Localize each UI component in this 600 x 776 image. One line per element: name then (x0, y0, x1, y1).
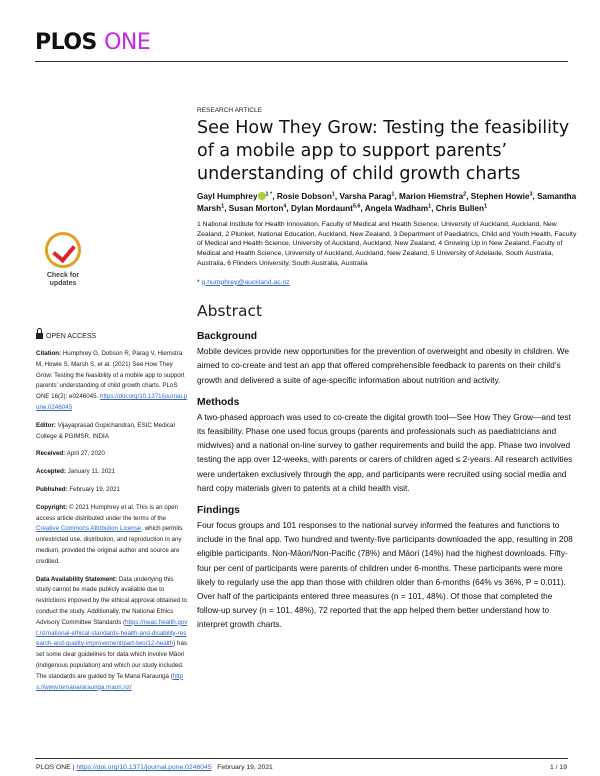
copyright-text-2: , which permits unrestricted use, distribution, and reproduction in any medium, provided the original author and source are credited. (36, 525, 183, 565)
received (36, 449, 188, 460)
author-affiliation-marker: 5,6 (352, 202, 361, 209)
badge-line2: updates (49, 280, 77, 287)
background-text: Mobile devices provide new opportunities for the prevention of overweight and obesity in children. We aimed to co-create and test an app that offered comprehensible feedback to parents on their child’s growth and delivered a suite of age-specific information about nutrition and activity. (197, 346, 570, 385)
email-link[interactable]: g.humphrey@auckland.ac.nz (201, 278, 290, 286)
sidebar (36, 332, 188, 693)
das-text: Data underlying this study cannot be made publicly available due to restrictions imposed by the ethical approval obtained to conduct the study. Additionally, the National Ethics Advisory Committee Standards ( (36, 575, 187, 626)
author-affiliation-marker: 2 (463, 191, 467, 198)
author-name: Varsha Parag (339, 192, 392, 201)
neac-link[interactable]: https://neac.health.govt.nz/national-ethical-standards-health-and-disability-research-and-quality-improvement/part-two/12-health (36, 618, 188, 648)
methods-heading: Methods (197, 396, 240, 408)
footer-date: February 19, 2021 (217, 764, 273, 771)
accepted-date: January 11, 2021 (67, 468, 116, 476)
author (436, 204, 487, 213)
footer-left (36, 763, 273, 772)
author-affiliation-marker: 3 (529, 191, 533, 198)
author-affiliation-marker: 4 (283, 202, 287, 209)
copyright (36, 503, 188, 568)
author-name: Angela Wadham (364, 203, 429, 213)
header-rule (35, 61, 568, 62)
orcid-icon[interactable] (258, 192, 266, 200)
author-name: Gayl Humphrey (197, 192, 258, 201)
logo-plos: PLOS (35, 30, 97, 55)
author (339, 192, 394, 201)
accepted (36, 467, 188, 478)
author-affiliation-marker: 1 (331, 191, 335, 198)
accepted-label: Accepted: (36, 468, 66, 476)
author-affiliation-marker: 1 * (265, 191, 273, 198)
author-list: Gayl Humphrey $^{1 *}$, Rosie Dobson$^1$, Varsha Parag$^1$, Marion Hiemstra$^2$, Stephen Howie$^3$, Samantha Marsh$^1$, Susan Morton$^4$, Dylan Mordaunt$^{5,6}$, Angela Wadham$^1$, Chris Bullen$^1$ (197, 191, 577, 213)
copyright-text: © 2021 Humphrey et al. This is an open access article distributed under the terms of the (36, 503, 179, 522)
published (36, 485, 188, 496)
citation-doi-link[interactable]: https://doi.org/10.1371/journal.pone.0246045 (36, 393, 188, 411)
editor-label: Editor: (36, 421, 56, 429)
author-affiliation-marker: 1 (484, 202, 488, 209)
temana-link[interactable]: https://www.temanararaunga.maori.nz/ (36, 672, 184, 691)
logo-one: ONE (104, 30, 151, 55)
published-date: February 19, 2021 (69, 485, 120, 493)
citation-label: Citation: (36, 350, 62, 357)
copyright-label: Copyright: (36, 503, 68, 511)
footer-separator: | (72, 764, 75, 771)
citation (36, 349, 188, 414)
das-label: Data Availability Statement: (36, 575, 118, 583)
author-name: Stephen Howie (470, 192, 530, 201)
main-column (197, 106, 577, 632)
author-name: Marion Hiemstra (399, 192, 464, 201)
author-name: Samantha Marsh (197, 192, 577, 213)
badge-line1: Check for (46, 272, 80, 279)
author-name: Rosie Dobson (276, 192, 332, 201)
abstract-heading: Abstract (197, 302, 263, 321)
article-title: See How They Grow: Testing the feasibility of a mobile app to support parents’ understanding of child growth charts (197, 118, 570, 184)
published-label: Published: (36, 485, 68, 493)
author (399, 192, 466, 201)
methods-text: A two-phased approach was used to co-create the digital growth tool—See How They Grow—and test its feasibility. Phase one used focus groups (parents and professionals such as paediatricians and midwives) and a national on-line survey to gather requirements and build the app. Phase two involved testing the app over 12-weeks, with parents or carers of children aged ≤ 2-years. All research activities were undertaken exclusively through the app, and participants were recruited using social media and hard copy materials given to patents at a child health visit. (197, 411, 573, 493)
author (471, 192, 533, 201)
check-icon (45, 232, 81, 268)
data-availability (36, 575, 188, 694)
author (229, 204, 287, 213)
author-name: Dylan Mordaunt (290, 203, 353, 213)
author-affiliation-marker: 1 (391, 191, 395, 198)
check-for-updates-badge[interactable] (38, 232, 88, 302)
open-access (36, 332, 188, 342)
findings-text: Four focus groups and 101 responses to the national survey informed the features and functions to include in the final app. Two hundred and twenty-five participants downloaded the app, resulting in 208 eligible participants. Non-Māori/Non-Pacific (78%) and Māori (14%) had the highest downloads. Fifty-four per cent of participants were parents of children under 6-months. These participants were more likely to regularly use the app than those with children older than 6-months (64% vs 36%, P = 0.011). Over half of the participants entered three measures (n = 101, 48%). Of those that completed the follow-up survey (n = 101, 48%), 72 reported that the app helped them better understand how to interpret growth charts. (197, 520, 573, 630)
received-date: April 27, 2020 (66, 450, 105, 458)
author (197, 192, 272, 201)
author (277, 192, 335, 201)
author (291, 204, 361, 213)
author (365, 204, 431, 213)
article-type: RESEARCH ARTICLE (197, 107, 262, 114)
license-link[interactable]: Creative Commons Attribution License (36, 525, 142, 533)
editor-text: Vijayaprasad Gopichandran, ESIC Medical College & PGIMSR, INDIA (36, 421, 175, 440)
editor (36, 421, 188, 443)
author-name: Susan Morton (228, 203, 284, 213)
author-affiliation-marker: 1 (428, 202, 432, 209)
email-marker: * (197, 278, 200, 286)
footer-rule (35, 758, 568, 759)
footer-doi-link[interactable]: https://doi.org/10.1371/journal.pone.0246045 (76, 764, 212, 771)
corresponding-email (197, 278, 577, 288)
open-lock-icon (36, 333, 43, 339)
author-affiliation-marker: 1 (221, 202, 225, 209)
author-name: Chris Bullen (435, 203, 484, 213)
received-label: Received: (36, 450, 66, 458)
background-heading: Background (197, 331, 258, 343)
das-text-2: ) has set some clear guidelines for data which involve Māori (indigenous population) and which our study included. The standards are guided by Te Mana Raraunga ( (36, 640, 187, 680)
affiliations: 1 National Institute for Health Innovation, Faculty of Medical and Health Science, University of Auckland, Auckland, New Zealand, 2 Plunket, National Education, Auckland, New Zealand, 3 Department of Paediatrics, Child and Youth Health, Faculty of Medical and Health Science, University of Auckland, Auckland, New Zealand, 4 Growing Up in New Zealand, Faculty of Medical and Health Science, University of Auckland, Auckland, New Zealand, 5 University of Adelaide, South Australia, Australia, 6 Flinders University, South Australia, Australia (197, 221, 577, 267)
findings-heading: Findings (197, 505, 240, 517)
journal-logo (35, 30, 150, 55)
citation-text: Humphrey G, Dobson R, Parag V, Hiemstra M, Howie S, Marsh S, et al. (2021) See How They Grow: Testing the feasibility of a mobile app to support parents’ understanding of child growth charts. PLoS ONE 16(2): e0246045. (36, 350, 185, 401)
open-access-label: OPEN ACCESS (46, 333, 97, 340)
page-number: 1 / 19 (549, 764, 567, 771)
footer-journal: PLOS ONE (36, 764, 71, 771)
